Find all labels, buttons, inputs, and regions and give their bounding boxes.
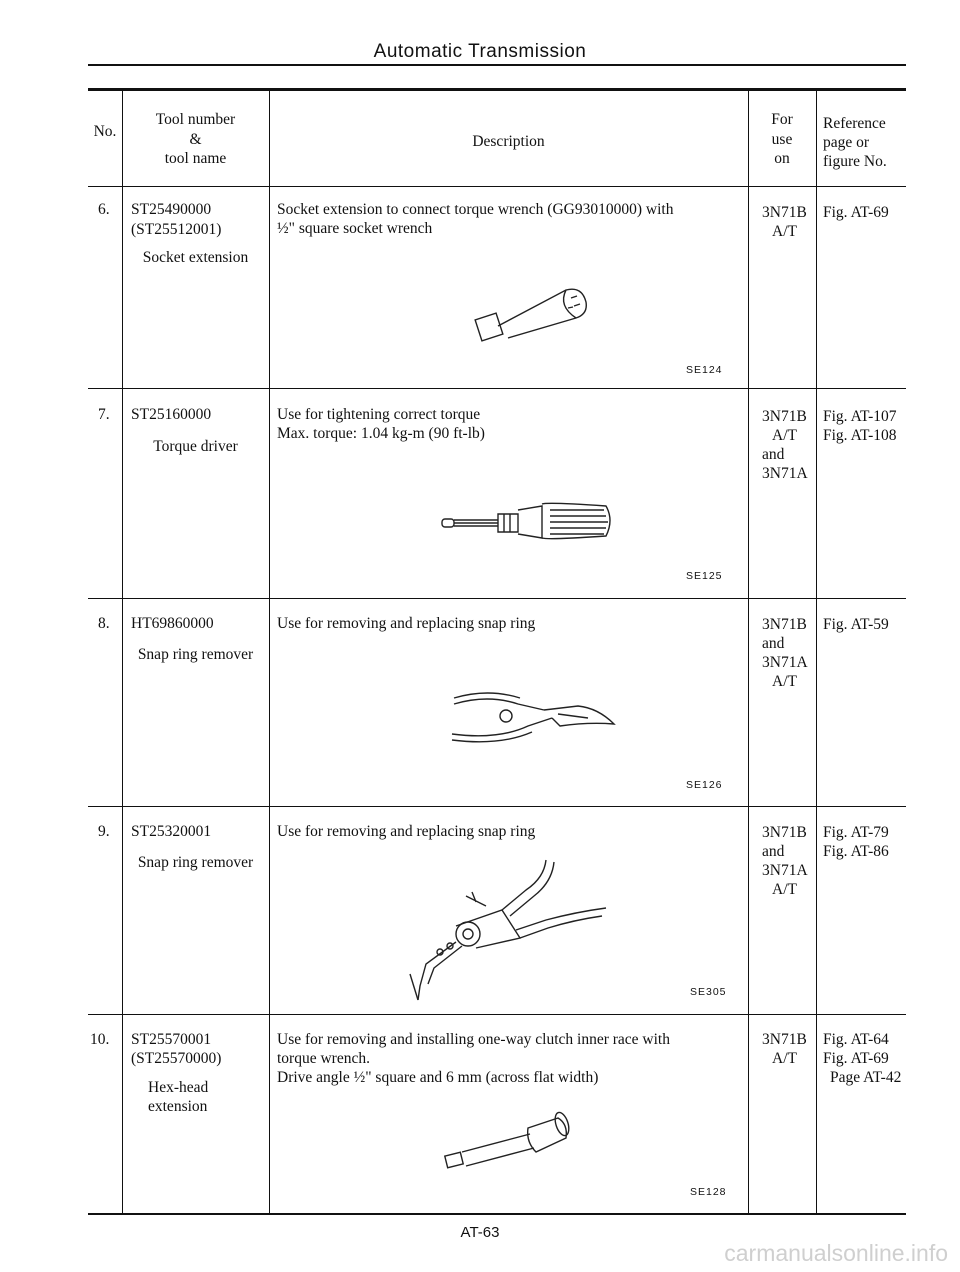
description-line: Max. torque: 1.04 kg-m (90 ft-lb) [277,425,485,442]
description-line: Use for removing and replacing snap ring [277,615,536,632]
for-use-line: and [762,843,785,860]
for-use-line: 3N71A [762,862,808,879]
row-number: 8. [98,615,110,632]
for-use-line: 3N71B [762,824,807,841]
col-header-use-1: For [771,111,793,128]
description-line: Use for tightening correct torque [277,406,481,423]
description-line: Use for removing and installing one-way clutch inner race with [277,1031,670,1048]
tool-number-alt: (ST25570000) [131,1050,222,1067]
col-header-tool-1: Tool number [155,111,236,128]
reference-line: Fig. AT-86 [823,843,889,860]
for-use-line: 3N71B [762,204,807,221]
row-number: 10. [90,1031,110,1048]
reference-line: Fig. AT-108 [823,427,897,444]
col-header-use-2: use [771,131,793,148]
tool-name: extension [148,1098,208,1115]
col-header-tool-2: & [189,131,202,148]
hex-head-extension-icon [440,1108,580,1174]
watermark: carmanualsonline.info [724,1240,948,1266]
for-use-line: 3N71A [762,654,808,671]
tool-name: Hex-head [148,1079,209,1096]
tool-number-alt: (ST25512001) [131,221,222,238]
for-use-line: A/T [772,1050,797,1067]
col-divider-tool [269,90,270,1214]
figure-code: SE128 [690,1186,727,1198]
row-number: 7. [98,406,110,423]
tool-name: Snap ring remover [137,646,254,663]
description-line: ½" square socket wrench [277,220,433,237]
snap-ring-pliers-icon [448,688,623,748]
for-use-line: A/T [772,427,797,444]
tool-name: Socket extension [142,249,249,266]
socket-extension-icon [468,276,608,346]
row-divider [88,186,906,187]
header-rule [88,64,906,66]
col-header-use-3: on [774,150,790,167]
snap-ring-remover-icon [406,856,611,1002]
reference-line: Fig. AT-79 [823,824,889,841]
row-number: 9. [98,823,110,840]
page-header: Automatic Transmission [373,41,587,62]
description-line: Drive angle ½" square and 6 mm (across flat width) [277,1069,599,1086]
col-header-ref-1: Reference [823,115,886,132]
col-header-description: Description [472,133,545,150]
tool-number: ST25320001 [131,823,212,840]
figure-code: SE124 [686,364,723,376]
page-number: AT-63 [460,1224,500,1241]
col-header-ref-3: figure No. [823,153,887,170]
for-use-line: A/T [772,673,797,690]
description-line: Socket extension to connect torque wrench (GG93010000) with [277,201,674,218]
for-use-line: 3N71B [762,1031,807,1048]
bottom-rule [88,1213,906,1215]
description-line: torque wrench. [277,1050,370,1067]
row-divider [88,598,906,599]
col-header-no: No. [93,123,117,140]
reference-line: Fig. AT-59 [823,616,889,633]
tool-number: ST25570001 [131,1031,212,1048]
figure-code: SE126 [686,779,723,791]
for-use-line: A/T [772,881,797,898]
figure-code: SE125 [686,570,723,582]
reference-line: Fig. AT-107 [823,408,897,425]
tool-number: ST25160000 [131,406,212,423]
row-divider [88,1014,906,1015]
tool-name: Torque driver [153,438,238,455]
tool-number: ST25490000 [131,201,212,218]
row-divider [88,806,906,807]
for-use-line: 3N71B [762,408,807,425]
row-number: 6. [98,201,110,218]
reference-line: Fig. AT-64 [823,1031,889,1048]
torque-driver-icon [438,500,618,542]
reference-line: Fig. AT-69 [823,1050,889,1067]
for-use-line: 3N71A [762,465,808,482]
tool-name: Snap ring remover [137,854,254,871]
header-rule-thick [88,88,906,91]
for-use-line: and [762,635,785,652]
tool-number: HT69860000 [131,615,214,632]
for-use-line: 3N71B [762,616,807,633]
col-divider-desc [748,90,749,1214]
for-use-line: and [762,446,785,463]
col-header-tool-3: tool name [164,150,227,167]
for-use-line: A/T [772,223,797,240]
col-divider-use [816,90,817,1214]
reference-line: Page AT-42 [830,1069,902,1086]
figure-code: SE305 [690,986,727,998]
reference-line: Fig. AT-69 [823,204,889,221]
row-divider [88,388,906,389]
col-header-ref-2: page or [823,134,870,151]
description-line: Use for removing and replacing snap ring [277,823,536,840]
